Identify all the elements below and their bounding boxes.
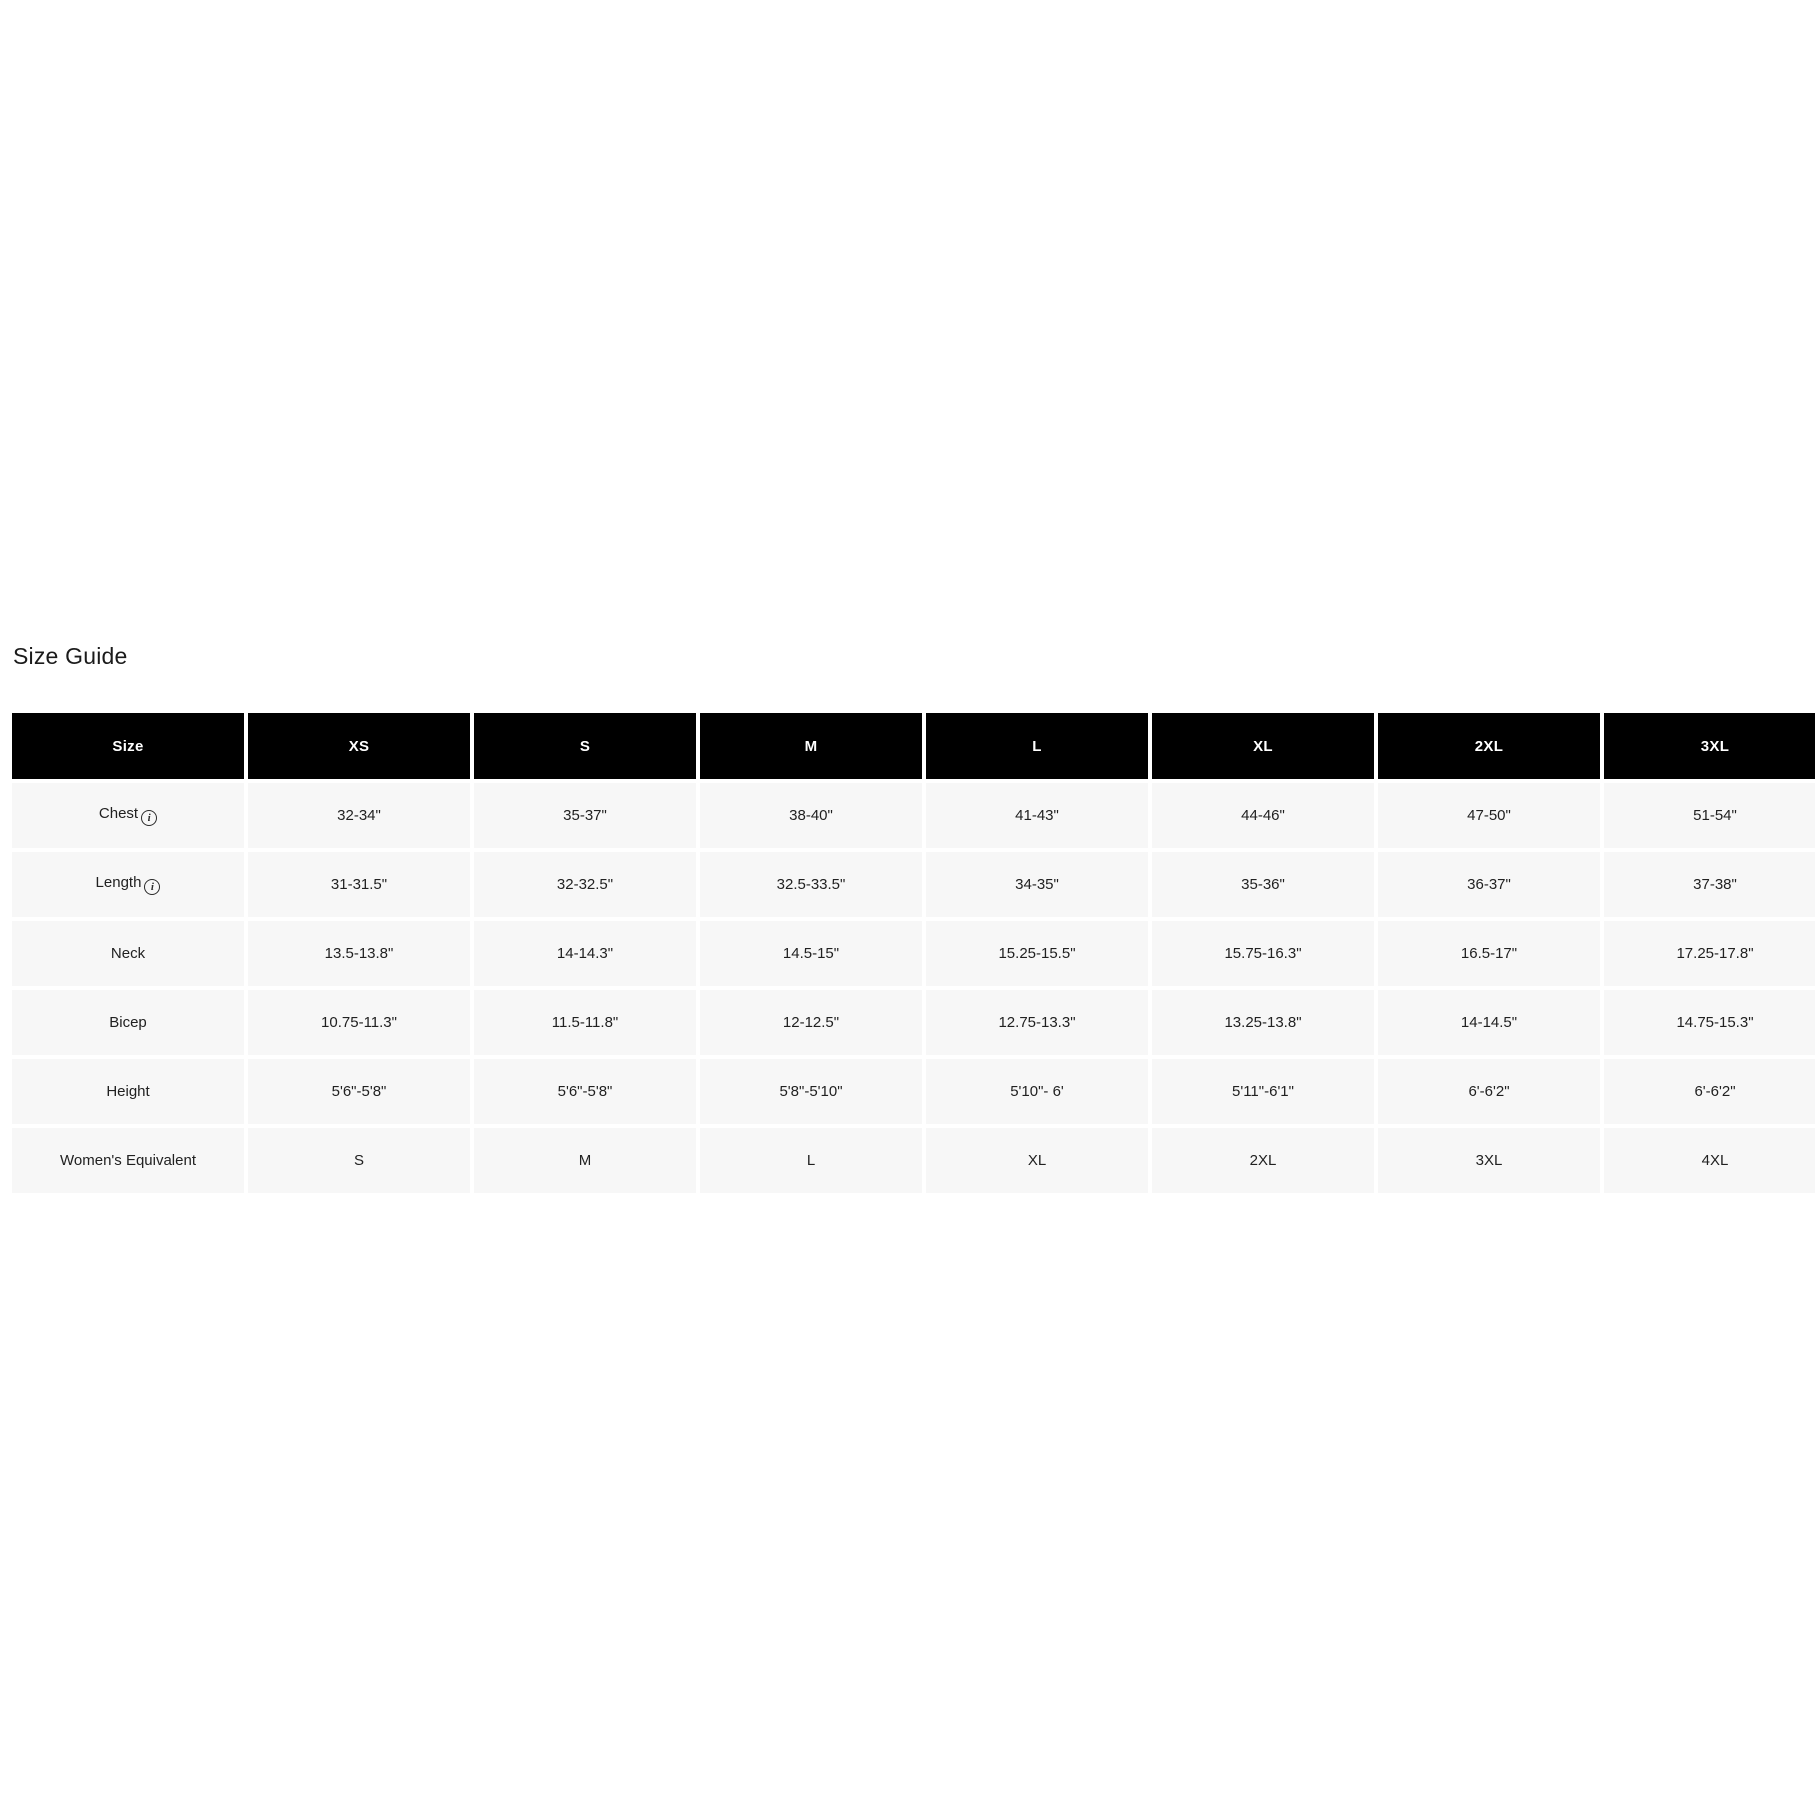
row-label: Length bbox=[95, 873, 142, 891]
cell-chest-xs: 32-34" bbox=[248, 783, 470, 848]
table-row-women-s-equivalent bbox=[12, 1128, 1815, 1193]
row-label: Chest bbox=[98, 804, 139, 822]
column-header-xs: XS bbox=[248, 713, 470, 779]
cell-women-s-equivalent-2xl: 3XL bbox=[1378, 1128, 1600, 1193]
row-label-cell-height bbox=[12, 1059, 244, 1124]
cell-women-s-equivalent-s: M bbox=[474, 1128, 696, 1193]
cell-chest-m: 38-40" bbox=[700, 783, 922, 848]
cell-bicep-l: 12.75-13.3" bbox=[926, 990, 1148, 1055]
cell-chest-2xl: 47-50" bbox=[1378, 783, 1600, 848]
column-header-l: L bbox=[926, 713, 1148, 779]
cell-bicep-m: 12-12.5" bbox=[700, 990, 922, 1055]
row-label: Height bbox=[106, 1083, 150, 1100]
cell-length-m: 32.5-33.5" bbox=[700, 852, 922, 917]
table-row-chest bbox=[12, 783, 1815, 848]
size-guide-table-body bbox=[12, 783, 1815, 1193]
cell-chest-3xl: 51-54" bbox=[1604, 783, 1815, 848]
column-header-s: S bbox=[474, 713, 696, 779]
cell-chest-s: 35-37" bbox=[474, 783, 696, 848]
cell-height-xl: 5'11"-6'1" bbox=[1152, 1059, 1374, 1124]
table-row-neck bbox=[12, 921, 1815, 986]
row-label: Bicep bbox=[109, 1014, 147, 1031]
cell-length-l: 34-35" bbox=[926, 852, 1148, 917]
page-title: Size Guide bbox=[13, 643, 128, 669]
cell-women-s-equivalent-xs: S bbox=[248, 1128, 470, 1193]
row-label-cell-chest bbox=[12, 783, 244, 848]
cell-height-2xl: 6'-6'2" bbox=[1378, 1059, 1600, 1124]
table-row-length bbox=[12, 852, 1815, 917]
cell-neck-l: 15.25-15.5" bbox=[926, 921, 1148, 986]
cell-chest-xl: 44-46" bbox=[1152, 783, 1374, 848]
cell-neck-m: 14.5-15" bbox=[700, 921, 922, 986]
cell-height-3xl: 6'-6'2" bbox=[1604, 1059, 1815, 1124]
row-label-cell-length bbox=[12, 852, 244, 917]
size-guide-table-head bbox=[12, 713, 1815, 779]
cell-women-s-equivalent-3xl: 4XL bbox=[1604, 1128, 1815, 1193]
cell-height-m: 5'8"-5'10" bbox=[700, 1059, 922, 1124]
cell-height-l: 5'10"- 6' bbox=[926, 1059, 1148, 1124]
cell-bicep-xs: 10.75-11.3" bbox=[248, 990, 470, 1055]
cell-chest-l: 41-43" bbox=[926, 783, 1148, 848]
row-label-cell-bicep bbox=[12, 990, 244, 1055]
cell-length-2xl: 36-37" bbox=[1378, 852, 1600, 917]
column-header-xl: XL bbox=[1152, 713, 1374, 779]
cell-neck-xs: 13.5-13.8" bbox=[248, 921, 470, 986]
info-icon[interactable]: i bbox=[144, 879, 160, 895]
cell-bicep-3xl: 14.75-15.3" bbox=[1604, 990, 1815, 1055]
column-header-size: Size bbox=[12, 713, 244, 779]
cell-bicep-s: 11.5-11.8" bbox=[474, 990, 696, 1055]
cell-women-s-equivalent-xl: 2XL bbox=[1152, 1128, 1374, 1193]
cell-bicep-2xl: 14-14.5" bbox=[1378, 990, 1600, 1055]
cell-length-3xl: 37-38" bbox=[1604, 852, 1815, 917]
cell-bicep-xl: 13.25-13.8" bbox=[1152, 990, 1374, 1055]
cell-length-s: 32-32.5" bbox=[474, 852, 696, 917]
cell-women-s-equivalent-l: XL bbox=[926, 1128, 1148, 1193]
size-guide-table-wrap bbox=[8, 709, 1815, 1197]
cell-neck-2xl: 16.5-17" bbox=[1378, 921, 1600, 986]
cell-height-s: 5'6"-5'8" bbox=[474, 1059, 696, 1124]
row-label: Women's Equivalent bbox=[60, 1152, 196, 1169]
row-label-cell-women-s-equivalent bbox=[12, 1128, 244, 1193]
size-guide-table bbox=[8, 709, 1815, 1197]
cell-neck-xl: 15.75-16.3" bbox=[1152, 921, 1374, 986]
column-header-3xl: 3XL bbox=[1604, 713, 1815, 779]
cell-neck-3xl: 17.25-17.8" bbox=[1604, 921, 1815, 986]
row-label: Neck bbox=[110, 945, 146, 962]
table-row-bicep bbox=[12, 990, 1815, 1055]
column-header-m: M bbox=[700, 713, 922, 779]
cell-neck-s: 14-14.3" bbox=[474, 921, 696, 986]
info-icon[interactable]: i bbox=[141, 810, 157, 826]
header-row bbox=[12, 713, 1815, 779]
cell-length-xl: 35-36" bbox=[1152, 852, 1374, 917]
column-header-2xl: 2XL bbox=[1378, 713, 1600, 779]
cell-women-s-equivalent-m: L bbox=[700, 1128, 922, 1193]
table-row-height bbox=[12, 1059, 1815, 1124]
cell-length-xs: 31-31.5" bbox=[248, 852, 470, 917]
cell-height-xs: 5'6"-5'8" bbox=[248, 1059, 470, 1124]
row-label-cell-neck bbox=[12, 921, 244, 986]
